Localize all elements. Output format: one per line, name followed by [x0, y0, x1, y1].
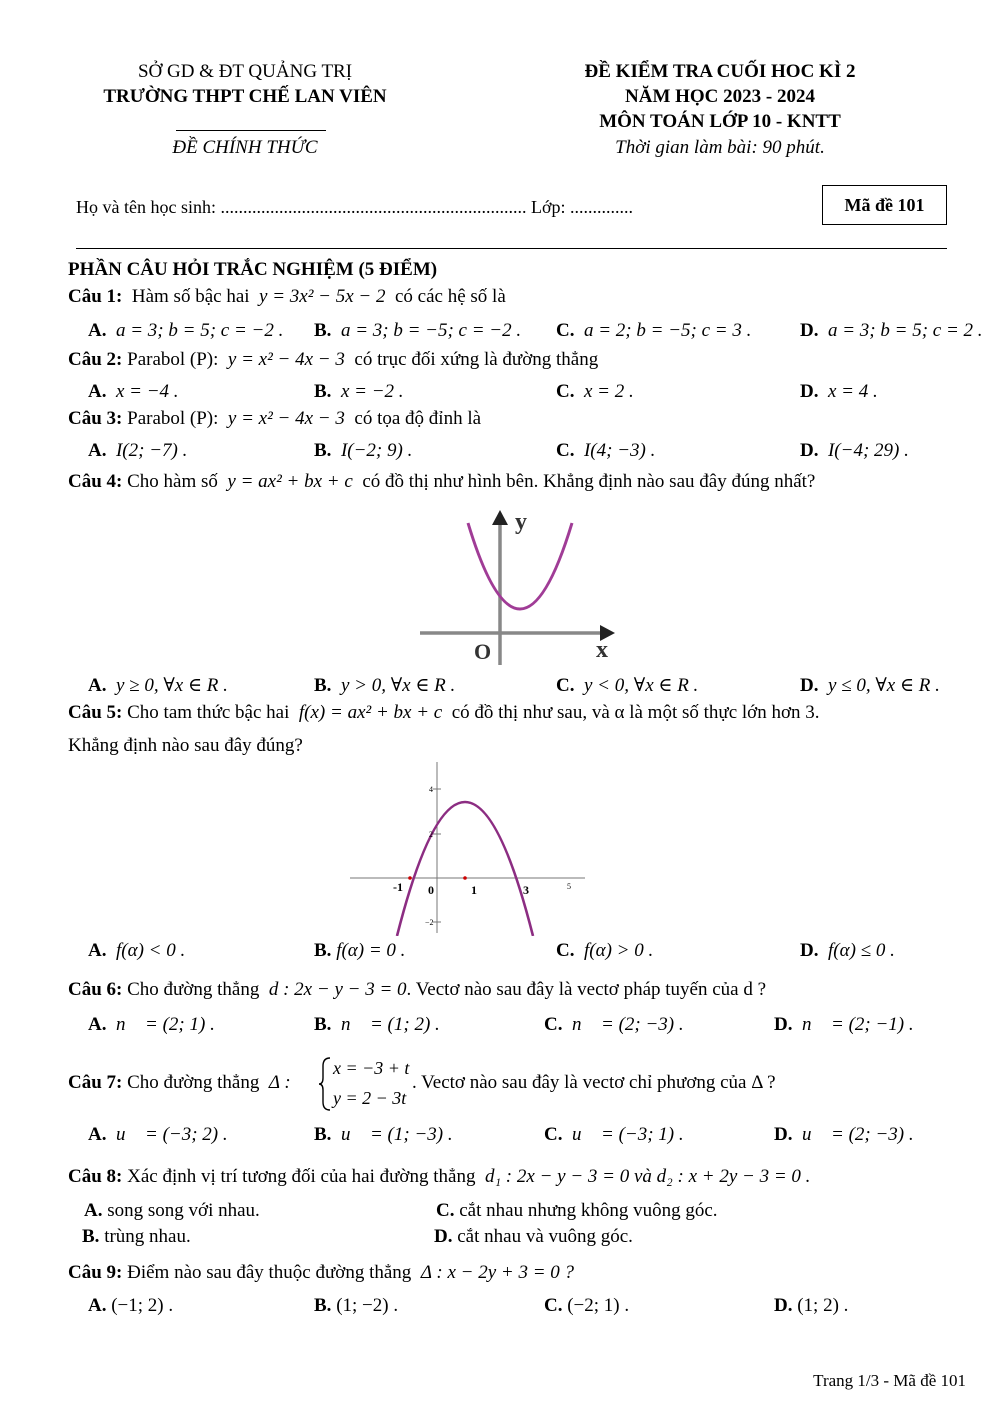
- q6-option-b[interactable]: B. n⃗ = (1; 2) .: [314, 1014, 440, 1035]
- q9-option-b[interactable]: B. (1; −2) .: [314, 1295, 399, 1316]
- q2-option-d[interactable]: D. x = 4 .: [800, 381, 878, 402]
- school-year: NĂM HỌC 2023 - 2024: [625, 86, 815, 107]
- q3-option-d[interactable]: D. I(−4; 29) .: [800, 440, 909, 461]
- q1-option-c[interactable]: C. a = 2; b = −5; c = 3 .: [556, 320, 752, 341]
- graph1-y-label: y: [515, 509, 527, 535]
- question-7: Câu 7: Cho đường thẳng Δ :: [68, 1072, 291, 1093]
- q3-option-a[interactable]: A. I(2; −7) .: [88, 440, 188, 461]
- question-9: Câu 9: Điểm nào sau đây thuộc đường thẳng Δ : x − 2y + 3 = 0 ?: [68, 1262, 575, 1283]
- graph1-y-arrow: [492, 510, 508, 525]
- question-3: Câu 3: Parabol (P): y = x² − 4x − 3 có tọa độ đỉnh là: [68, 408, 482, 429]
- q4-option-d[interactable]: D. y ≤ 0, ∀x ∈ R .: [800, 675, 940, 696]
- exam-code-box: Mã đề 101: [822, 185, 947, 225]
- q8-option-c[interactable]: C. cắt nhau nhưng không vuông góc.: [436, 1200, 718, 1221]
- q3-option-b[interactable]: B. I(−2; 9) .: [314, 440, 413, 461]
- graph2-tick-x-neg1: -1: [393, 880, 403, 894]
- school-department: SỞ GD & ĐT QUẢNG TRỊ: [137, 61, 353, 82]
- graph2-tick-x-1: 1: [471, 883, 477, 897]
- q2-option-c[interactable]: C. x = 2 .: [556, 381, 634, 402]
- q8-option-d[interactable]: D. cắt nhau và vuông góc.: [434, 1226, 633, 1247]
- graph-downward-parabola: [345, 758, 590, 936]
- question-8: Câu 8: Xác định vị trí tương đối của hai đường thẳng d₁ : 2x − y − 3 = 0 và d₂ : x + 2y − 3 = 0 .: [68, 1166, 811, 1187]
- question-6: Câu 6: Cho đường thẳng d : 2x − y − 3 = 0. Vectơ nào sau đây là vectơ pháp tuyến của d ?: [68, 979, 767, 1000]
- graph1-parabola: [468, 523, 572, 609]
- graph1-origin-label: O: [474, 639, 492, 664]
- q7-system-line1: x = −3 + t: [333, 1058, 410, 1078]
- graph-upward-parabola: [410, 505, 620, 670]
- q9-option-c[interactable]: C. (−2; 1) .: [544, 1295, 630, 1316]
- graph2-tick-x-0: 0: [428, 883, 434, 897]
- graph1-x-label: x: [596, 637, 608, 663]
- question-5-continuation: Khẳng định nào sau đây đúng?: [68, 735, 303, 756]
- q9-option-d[interactable]: D. (1; 2) .: [774, 1295, 849, 1316]
- q7-option-a[interactable]: A. u⃗ = (−3; 2) .: [88, 1124, 228, 1145]
- q7-option-c[interactable]: C. u⃗ = (−3; 1) .: [544, 1124, 684, 1145]
- page-footer: Trang 1/3 - Mã đề 101: [813, 1371, 966, 1390]
- subject: MÔN TOÁN LỚP 10 - KNTT: [599, 111, 841, 132]
- official-label: ĐỀ CHÍNH THỨC: [172, 137, 318, 158]
- q2-option-a[interactable]: A. x = −4 .: [88, 381, 179, 402]
- graph2-tick-y-4: 4: [429, 785, 433, 794]
- question-4: Câu 4: Cho hàm số y = ax² + bx + c có đồ thị như hình bên. Khẳng định nào sau đây đúng nhất?: [68, 471, 816, 492]
- q9-option-a[interactable]: A. (−1; 2) .: [88, 1295, 174, 1316]
- graph2-tick-x-3: 3: [523, 883, 529, 897]
- q8-option-a[interactable]: A. song song với nhau.: [84, 1200, 260, 1221]
- q7-system-line2: y = 2 − 3t: [333, 1088, 407, 1108]
- graph2-tick-x-5: 5: [567, 882, 571, 891]
- q6-option-c[interactable]: C. n⃗ = (2; −3) .: [544, 1014, 684, 1035]
- q2-option-b[interactable]: B. x = −2 .: [314, 381, 404, 402]
- q5-option-a[interactable]: A. f(α) < 0 .: [88, 940, 186, 961]
- question-1: Câu 1: Hàm số bậc hai y = 3x² − 5x − 2 có các hệ số là: [68, 286, 506, 307]
- exam-title: ĐỀ KIỂM TRA CUỐI HOC KÌ 2: [584, 61, 856, 82]
- q4-option-c[interactable]: C. y < 0, ∀x ∈ R .: [556, 675, 699, 696]
- time-limit: Thời gian làm bài: 90 phút.: [615, 137, 825, 158]
- q4-option-b[interactable]: B. y > 0, ∀x ∈ R .: [314, 675, 456, 696]
- student-info-line[interactable]: Họ và tên học sinh: .................................................................... Lớp: ..............: [76, 197, 633, 217]
- q7-option-d[interactable]: D. u⃗ = (2; −3) .: [774, 1124, 914, 1145]
- question-5: Câu 5: Cho tam thức bậc hai f(x) = ax² + bx + c có đồ thị như sau, và α là một số thực lớn hơn 3.: [68, 702, 820, 723]
- question-7-rest: . Vectơ nào sau đây là vectơ chỉ phương của Δ ?: [412, 1072, 776, 1093]
- q5-option-d[interactable]: D. f(α) ≤ 0 .: [800, 940, 895, 961]
- graph2-tick-y-2: 2: [429, 830, 433, 839]
- q4-option-a[interactable]: A. y ≥ 0, ∀x ∈ R .: [88, 675, 228, 696]
- q6-option-a[interactable]: A. n⃗ = (2; 1) .: [88, 1014, 215, 1035]
- q1-option-a[interactable]: A. a = 3; b = 5; c = −2 .: [88, 320, 284, 341]
- header-underline: [176, 130, 326, 131]
- school-name: TRƯỜNG THPT CHẾ LAN VIÊN: [103, 86, 387, 107]
- q8-option-b[interactable]: B. trùng nhau.: [82, 1226, 191, 1247]
- q5-option-c[interactable]: C. f(α) > 0 .: [556, 940, 654, 961]
- q7-option-b[interactable]: B. u⃗ = (1; −3) .: [314, 1124, 453, 1145]
- header-divider: [76, 248, 947, 249]
- question-2: Câu 2: Parabol (P): y = x² − 4x − 3 có trục đối xứng là đường thẳng: [68, 349, 599, 370]
- section-title: PHẦN CÂU HỎI TRẮC NGHIỆM (5 ĐIỂM): [68, 259, 438, 280]
- q7-system-brace: [318, 1056, 332, 1112]
- graph2-tick-y-neg2: −2: [425, 918, 434, 927]
- graph2-parabola: [397, 802, 533, 936]
- q1-option-d[interactable]: D. a = 3; b = 5; c = 2 .: [800, 320, 983, 341]
- q5-option-b[interactable]: B. f(α) = 0 .: [314, 940, 406, 961]
- q3-option-c[interactable]: C. I(4; −3) .: [556, 440, 656, 461]
- q1-option-b[interactable]: B. a = 3; b = −5; c = −2 .: [314, 320, 522, 341]
- q6-option-d[interactable]: D. n⃗ = (2; −1) .: [774, 1014, 914, 1035]
